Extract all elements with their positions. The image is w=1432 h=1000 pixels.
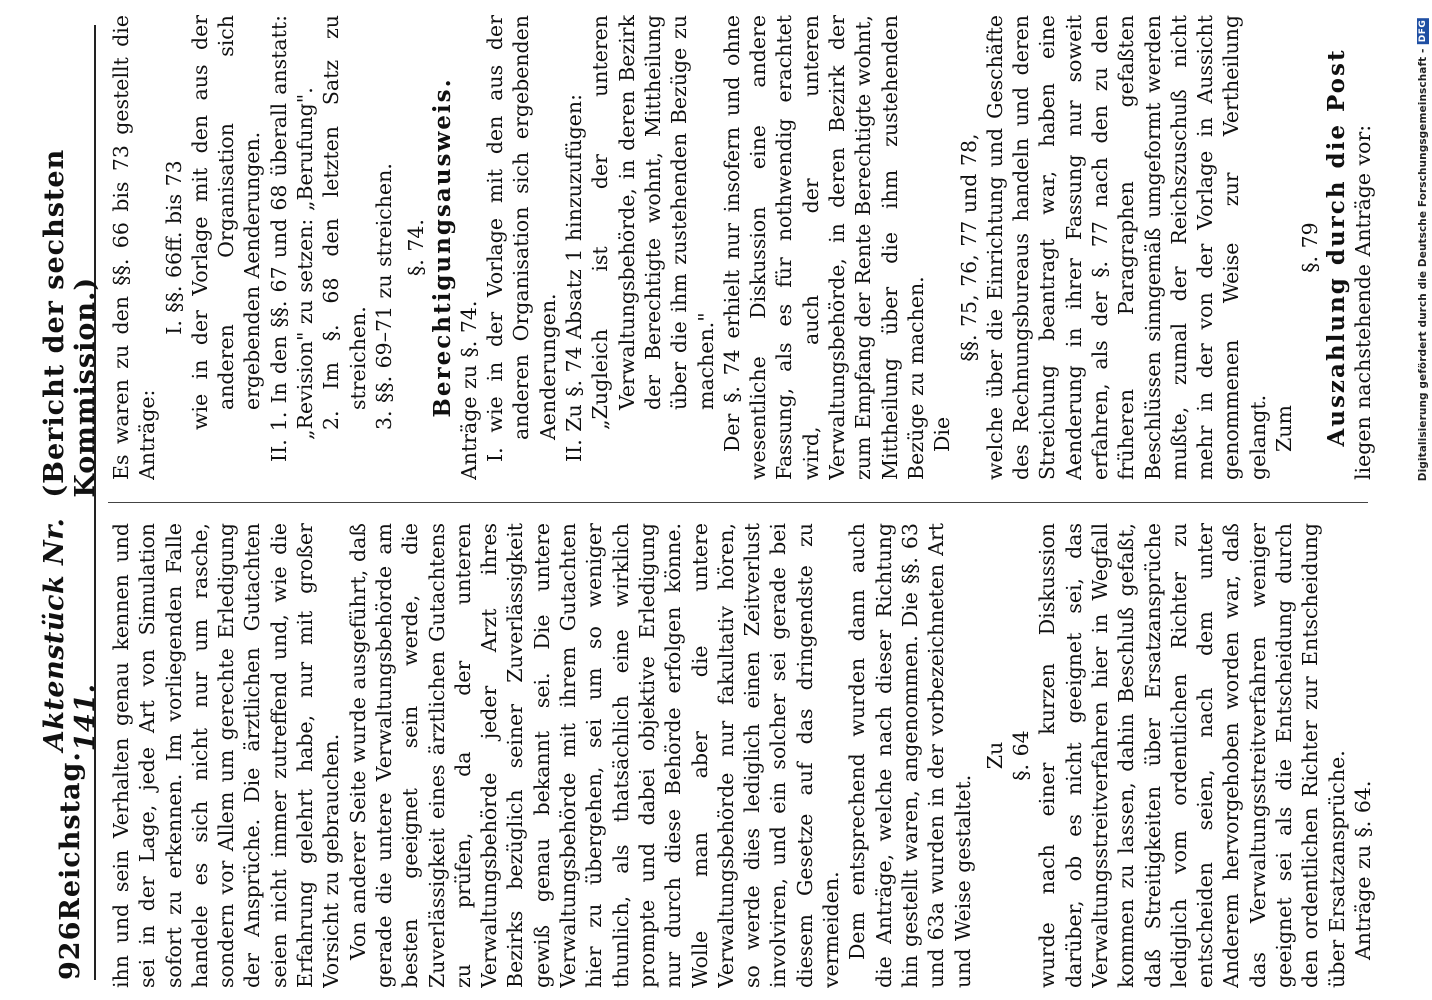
paragraph: Zum <box>1272 405 1297 452</box>
paragraph: §§. 75, 76, 77 und 78, <box>956 133 981 362</box>
paragraph: Der §. 74 erhielt nur insofern und ohne wesentliche Diskussion eine andere Fassung, als es für nothwendig erachtet wird, auch der unteren Verwaltungsbehörde, in deren Bezirk der zum Empfang der Rente Berechtigte wohnt, Mittheilung über die ihm zustehenden Bezüge zu machen. <box>719 15 928 480</box>
digitization-credit <box>1417 18 1429 481</box>
paragraph: Zu <box>982 741 1007 770</box>
paragraph: welche über die Einrichtung und Geschäfte des Rechnungsbureaus handeln und deren Streichung beantragt war, haben eine Aenderung in ihrer Fassung nur soweit erfahren, als der §. 77 nach den zu den früheren Paragraphen gefaßten Beschlüssen sinngemäß umgeformt werden mußte, zumal der Reichszuschuß nicht mehr in der von der Vorlage in Aussicht genommenen Weise zur Vertheilung gelangt. <box>982 15 1270 480</box>
paragraph: Es waren zu den §§. 66 bis 73 gestellt die Anträge: <box>109 15 160 480</box>
paragraph: wie in der Vorlage mit den aus der anderen Organisation sich ergebenden Aenderungen. <box>187 15 265 430</box>
paragraph: §. 64 <box>1009 730 1034 781</box>
right-column <box>108 15 1378 480</box>
paragraph <box>1376 523 1378 988</box>
document-page <box>16 0 1396 1000</box>
document-title: Aktenstück Nr. 141. <box>39 517 101 752</box>
paragraph: Auszahlung durch die Post <box>1322 48 1350 447</box>
paragraph: I. §§. 66ff. bis 73 <box>161 160 186 335</box>
paragraph: II. Zu §. 74 Absatz 1 hinzuzufügen: <box>562 94 587 462</box>
paragraph: Dem entsprechend wurden dann auch die Anträge, welche nach dieser Richtung hin gestellt waren, angenommen. Die §§. 63 und 63a wurden in der vorbezeichneten Art und Weise gestaltet. <box>845 523 975 988</box>
header-left: Reichstag. <box>54 751 86 921</box>
paragraph: §. 79 <box>1298 222 1323 273</box>
paragraph: Anträge zu §. 74. <box>456 300 481 480</box>
paragraph: liegen nachstehende Anträge vor: <box>1350 124 1375 480</box>
paragraph <box>1376 15 1378 480</box>
paragraph: 3. §§. 69–71 zu streichen. <box>371 163 396 430</box>
paragraph: §. 74. <box>404 219 429 276</box>
paragraph: Von anderer Seite wurde ausgeführt, daß gerade die untere Verwaltungsbehörde am besten geeignet sein werde, die Zuverlässigkeit eines ärztlichen Gutachtens zu prüfen, da der unteren Verwaltungsbehörde jeder Arzt ihres Bezirks bezüglich seiner Zuverlässigkeit gewiß genau bekannt sei. Die untere Verwaltungsbehörde mit ihrem Gutachten hier zu übergehen, sei um so weniger thunlich, als thatsächlich eine wirklich prompte und dabei objektive Erledigung nur durch diese Behörde erfolgen könne. Wolle man aber die untere Verwaltungsbehörde nur fakultativ hören, so werde dies lediglich einen Zeitverlust involviren, und ein solcher sei gerade bei diesem Gesetze auf das dringendste zu vermeiden. <box>345 523 844 988</box>
paragraph: 2. Im §. 68 den letzten Satz zu streichen. <box>319 15 370 430</box>
paragraph: ihn und sein Verhalten genau kennen und sei in der Lage, jede Art von Simulation sofort zu erkennen. Im vorliegenden Falle handele es sich nicht nur um rasche, sondern vor Allem um gerechte Erledigung der Ansprüche. Die ärztlichen Gutachten seien nicht immer zutreffend und, wie die Erfahrung gelehrt habe, nur mit großer Vorsicht zu gebrauchen. <box>109 523 344 988</box>
header-right: (Bericht der sechsten Kommission.) <box>39 148 101 498</box>
paragraph: II. 1. In den §§. 67 und 68 überall anstatt: „Revision" zu setzen: „Berufung". <box>266 15 318 462</box>
paragraph: „Zugleich ist der unteren Verwaltungsbehörde, in deren Bezirk der Berechtigte wohnt, Mittheilung über die ihm zustehenden Bezüge zu machen." <box>588 15 718 430</box>
dfg-logo: DFG <box>1418 20 1428 43</box>
paragraph: Anträge zu §. 64. <box>1350 780 1375 960</box>
paragraph: wurde nach einer kurzen Diskussion darüber, ob es nicht geeignet sei, das Verwaltungsstreitverfahren hier in Wegfall kommen zu lassen, dahin Beschluß gefaßt, daß Streitigkeiten über Ersatzansprüche lediglich vom ordentlichen Richter zu entscheiden seien, nach dem unter Anderem hervorgehoben worden war, daß das Verwaltungsstreitverfahren weniger geeignet sei als die Entscheidung durch den ordentlichen Richter zur Entscheidung über Ersatzansprüche. <box>1035 523 1349 988</box>
left-column <box>108 523 1378 988</box>
page-number: 926 <box>54 920 86 980</box>
paragraph: I. wie in der Vorlage mit den aus der anderen Organisation sich ergebenden Aenderungen. <box>483 15 560 462</box>
column-divider <box>108 502 1368 503</box>
paragraph: Berechtigungsausweis. <box>428 77 456 418</box>
page-header <box>39 25 101 980</box>
paragraph: Die <box>930 416 955 452</box>
credit-text: Digitalisierung gefördert durch die Deutsche Forschungsgemeinschaft - <box>1417 48 1429 482</box>
